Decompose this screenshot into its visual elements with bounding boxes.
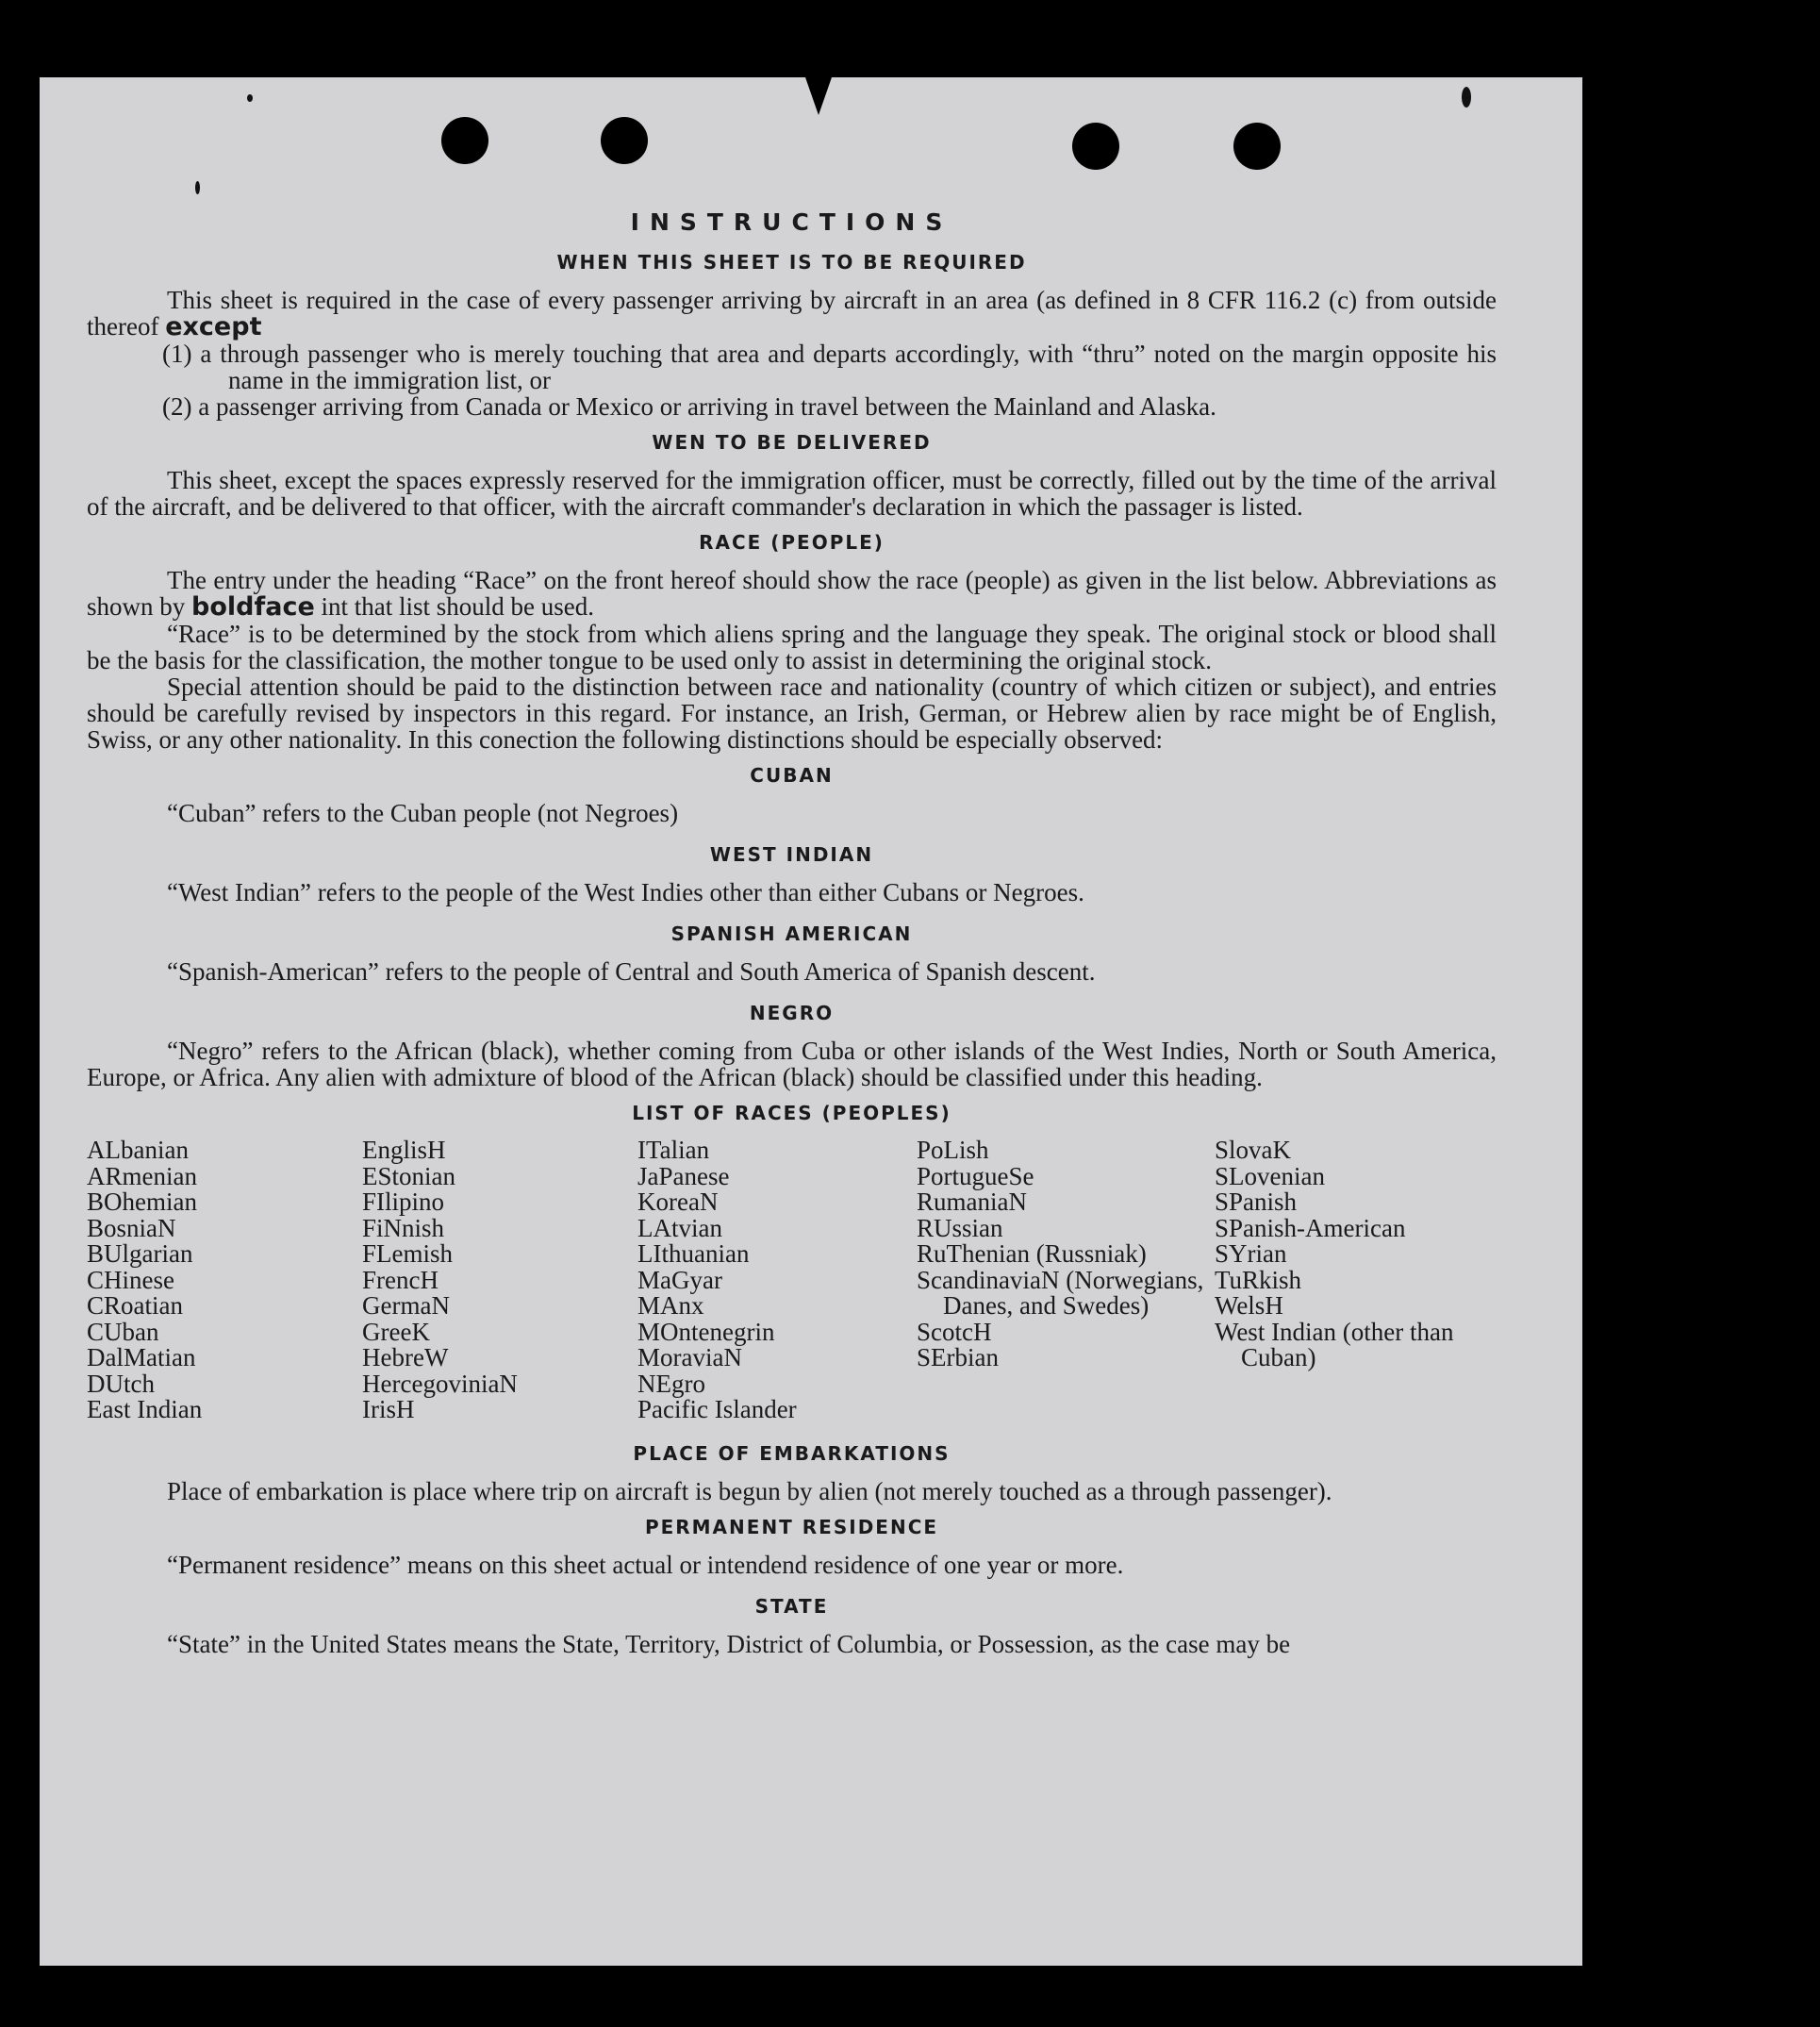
race-list-item: DUtch <box>87 1369 155 1398</box>
page-title: INSTRUCTIONS <box>630 208 953 236</box>
race-list-item: KoreaN <box>637 1188 719 1216</box>
race-list-item: WelsH <box>1215 1291 1283 1320</box>
required-item-2: (2) a passenger arriving from Canada or Mexico or arriving in travel between the Mainland and Alaska. <box>162 392 1216 421</box>
race-list-item: SErbian <box>917 1343 999 1371</box>
race-p1-bold: boldface <box>191 592 315 622</box>
negro-text: “Negro” refers to the African (black), whether coming from Cuba or other islands of the West Indies, North or South America, Europe, or Africa. Any alien with admixture of blood of the African (black) should be classified under this heading. <box>87 1037 1497 1091</box>
race-list-item: MaGyar <box>637 1265 722 1294</box>
required-except: except <box>165 312 262 341</box>
race-list-item: JaPanese <box>637 1161 730 1190</box>
heading-residence: PERMANENT RESIDENCE <box>644 1515 939 1538</box>
race-list-item: HercegoviniaN <box>362 1369 518 1398</box>
race-list-item: SlovaK <box>1215 1136 1291 1164</box>
punch-hole <box>601 117 648 164</box>
race-list-item: IrisH <box>362 1395 415 1423</box>
race-list-item: East Indian <box>87 1395 203 1423</box>
race-list-item: BUlgarian <box>87 1239 193 1268</box>
race-paragraph-1 <box>87 567 1497 621</box>
race-paragraph-3: Special attention should be paid to the distinction between race and nationality (country of which citizen or subject), and entries should be carefully revised by inspectors in this regard. For instance, an Irish, German, or Hebrew alien by race might be of English, Swiss, or any other nationality. In this conection the following distinctions should be especially observed: <box>87 673 1497 754</box>
races-column-3 <box>637 1138 917 1423</box>
cuban-text: “Cuban” refers to the Cuban people (not Negroes) <box>167 799 679 827</box>
race-list-item: BOhemian <box>87 1188 197 1216</box>
page-notch <box>805 77 832 115</box>
instructions-content <box>87 209 1497 1657</box>
race-list-item: ScotcH <box>917 1317 992 1346</box>
races-column-4 <box>917 1138 1215 1423</box>
race-list-item: PortugueSe <box>917 1161 1034 1190</box>
race-list-item: RuThenian (Russniak) <box>917 1239 1147 1268</box>
heading-list-of-races: LIST OF RACES (PEOPLES) <box>632 1102 951 1124</box>
race-list-item: West Indian (other than Cuban) <box>1215 1317 1454 1371</box>
document-page <box>40 77 1582 1966</box>
race-list-item: EStonian <box>362 1161 455 1190</box>
heading-delivered: WEN TO BE DELIVERED <box>652 431 932 454</box>
race-list-item: FLemish <box>362 1239 454 1268</box>
race-list-item: SPanish <box>1215 1188 1298 1216</box>
race-list-item: NEgro <box>637 1369 705 1398</box>
west-indian-text: “West Indian” refers to the people of the West Indies other than either Cubans or Negroes. <box>167 878 1084 906</box>
race-list-item: SYrian <box>1215 1239 1287 1268</box>
spanish-american-text: “Spanish-American” refers to the people of Central and South America of Spanish descent. <box>167 957 1096 986</box>
speck-mark <box>1462 87 1471 108</box>
heading-embarkation: PLACE OF EMBARKATIONS <box>633 1441 951 1465</box>
required-intro-text: This sheet is required in the case of every passenger arriving by aircraft in an area (as defined in 8 CFR 116.2 (c) from outside thereof <box>87 286 1497 341</box>
speck-mark <box>195 181 200 194</box>
heading-west-indian: WEST INDIAN <box>709 843 874 866</box>
punch-hole <box>1072 123 1119 170</box>
punch-hole <box>441 117 488 164</box>
heading-race: RACE (PEOPLE) <box>699 531 885 554</box>
race-list-item: RumaniaN <box>917 1188 1027 1216</box>
required-intro <box>87 287 1497 341</box>
race-list-item: RUssian <box>917 1213 1003 1242</box>
race-list-item: LAtvian <box>637 1213 722 1242</box>
delivered-text: This sheet, except the spaces expressly reserved for the immigration officer, must be correctly, filled out by the time of the arrival of the aircraft, and be delivered to that officer, with the aircraft commander's declaration in which the passager is listed. <box>87 466 1497 521</box>
punch-hole <box>1233 123 1281 170</box>
race-list-item: ALbanian <box>87 1136 189 1164</box>
speck-mark <box>247 94 253 102</box>
race-list-item: Pacific Islander <box>637 1395 797 1423</box>
heading-spanish-american: SPANISH AMERICAN <box>670 922 913 945</box>
race-list-item: GermaN <box>362 1291 450 1320</box>
race-paragraph-2: “Race” is to be determined by the stock from which aliens spring and the language they speak. The original stock or blood shall be the basis for the classification, the mother tongue to be used only to assist in determining the original stock. <box>87 620 1497 674</box>
race-p1-after: int that list should be used. <box>321 592 595 621</box>
race-list-item: ARmenian <box>87 1161 197 1190</box>
race-p1-before: The entry under the heading “Race” on the front hereof should show the race (people) as given in the list below. Abbreviations as shown by <box>87 566 1497 621</box>
races-list <box>87 1138 1497 1423</box>
race-list-item: SLovenian <box>1215 1161 1325 1190</box>
race-list-item: HebreW <box>362 1343 449 1371</box>
race-list-item: ScandinaviaN (Norwegians, Danes, and Swedes) <box>917 1265 1204 1320</box>
races-column-1 <box>87 1138 362 1423</box>
races-column-2 <box>362 1138 637 1423</box>
residence-text: “Permanent residence” means on this sheet actual or intendend residence of one year or more. <box>167 1550 1124 1579</box>
embarkation-text: Place of embarkation is place where trip on aircraft is begun by alien (not merely touched as a through passenger). <box>167 1476 1332 1505</box>
race-list-item: FIlipino <box>362 1188 445 1216</box>
race-list-item: DalMatian <box>87 1343 196 1371</box>
race-list-item: SPanish-American <box>1215 1213 1406 1242</box>
race-list-item: FrencH <box>362 1265 438 1294</box>
race-list-item: ITalian <box>637 1136 710 1164</box>
heading-cuban: CUBAN <box>750 764 834 787</box>
required-item-1: (1) a through passenger who is merely touching that area and departs accordingly, with “thru” noted on the margin opposite his name in the immigration list, or <box>162 340 1497 394</box>
races-column-5 <box>1215 1138 1479 1423</box>
race-list-item: FiNnish <box>362 1213 445 1242</box>
race-list-item: CHinese <box>87 1265 174 1294</box>
race-list-item: PoLish <box>917 1136 989 1164</box>
race-list-item: MOntenegrin <box>637 1317 775 1346</box>
heading-required: WHEN THIS SHEET IS TO BE REQUIRED <box>556 251 1027 274</box>
race-list-item: CRoatian <box>87 1291 183 1320</box>
race-list-item: MoraviaN <box>637 1343 742 1371</box>
race-list-item: GreeK <box>362 1317 430 1346</box>
state-text: “State” in the United States means the State, Territory, District of Columbia, or Possession, as the case may be <box>167 1629 1291 1658</box>
race-list-item: TuRkish <box>1215 1265 1302 1294</box>
race-list-item: EnglisH <box>362 1136 446 1164</box>
race-list-item: BosniaN <box>87 1213 176 1242</box>
heading-state: STATE <box>754 1594 829 1618</box>
heading-negro: NEGRO <box>749 1002 835 1024</box>
race-list-item: LIthuanian <box>637 1239 750 1268</box>
race-list-item: CUban <box>87 1317 159 1346</box>
race-list-item: MAnx <box>637 1291 704 1320</box>
